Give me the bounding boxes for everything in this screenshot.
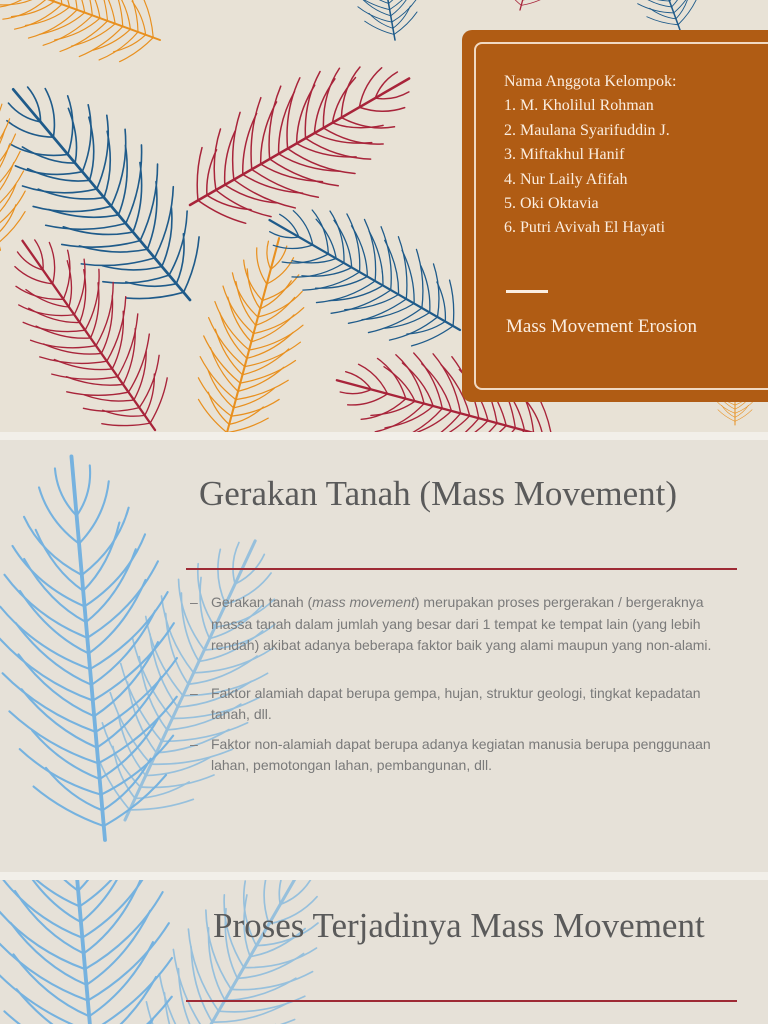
member-item: 3. Miftakhul Hanif xyxy=(504,146,625,164)
divider-dash xyxy=(506,290,548,293)
slide-title: Proses Terjadinya Mass Movement xyxy=(213,906,705,945)
presentation-subtitle: Mass Movement Erosion xyxy=(506,316,698,337)
member-item: 5. Oki Oktavia xyxy=(504,195,599,213)
bullet-text: ) merupakan proses pergerakan / bergeraknya massa tanah dalam jumlah yang besar dari 1 tempat ke tempat lain (yang lebih rendah) akibat adanya beberapa faktor baik yang alami maupun yang non-alami. xyxy=(211,594,712,653)
cover-slide xyxy=(0,0,768,432)
member-item: 2. Maulana Syarifuddin J. xyxy=(504,121,670,139)
member-item: 1. M. Kholilul Rohman xyxy=(504,97,654,115)
title-rule xyxy=(186,568,737,570)
bullet-text: Gerakan tanah ( xyxy=(211,594,313,610)
member-list xyxy=(504,70,676,241)
member-item: 6. Putri Avivah El Hayati xyxy=(504,219,666,237)
content-slide-gerakan-tanah xyxy=(0,440,768,872)
member-panel xyxy=(462,30,768,402)
light-blue-feather-decoration xyxy=(0,880,768,1024)
members-heading: Nama Anggota Kelompok: xyxy=(504,73,677,90)
content-slide-proses xyxy=(0,880,768,1024)
slide-separator xyxy=(0,872,768,880)
bullet-item: – Faktor alamiah dapat berupa gempa, hujan, struktur geologi, tingkat kepadatan tanah, dll. xyxy=(190,683,735,726)
member-item: 4. Nur Laily Afifah xyxy=(504,170,628,188)
slide-separator xyxy=(0,432,768,440)
bullet-list xyxy=(190,592,735,777)
bullet-item: – Faktor non-alamiah dapat berupa adanya kegiatan manusia berupa penggunaan lahan, pemotongan lahan, pembangunan, dll. xyxy=(190,734,735,777)
slide-title: Gerakan Tanah (Mass Movement) xyxy=(199,474,678,513)
bullet-italic-term: mass movement xyxy=(312,594,415,610)
title-rule xyxy=(186,1000,737,1002)
bullet-item xyxy=(190,592,735,657)
